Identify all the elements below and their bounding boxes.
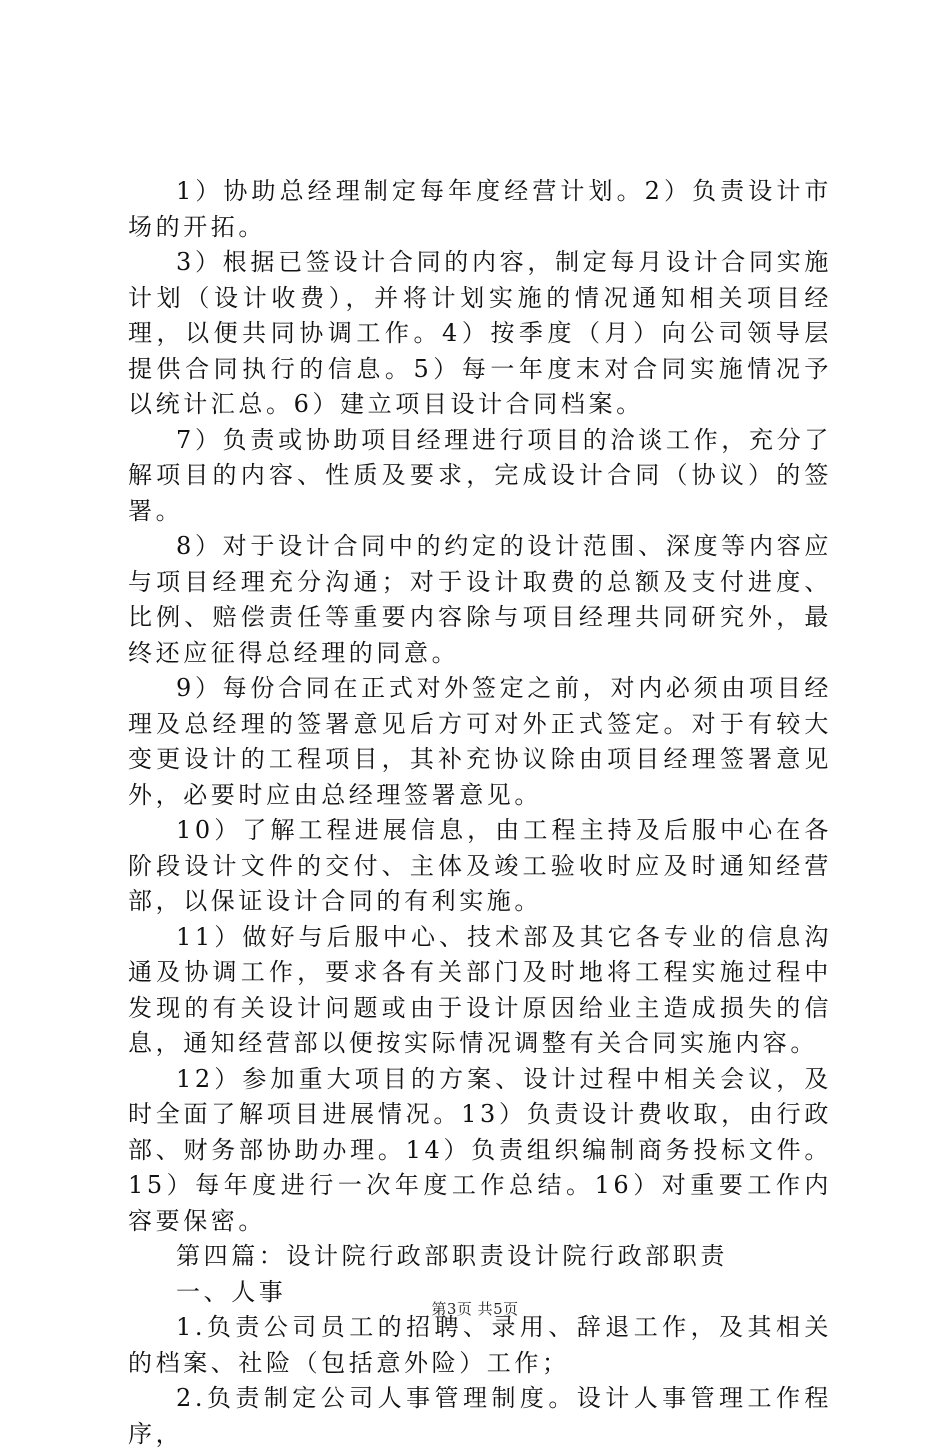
- subsection-heading: 一、人事: [176, 1277, 287, 1306]
- document-body: [128, 174, 832, 1452]
- paragraph-7: 11）做好与后服中心、技术部及其它各专业的信息沟通及协调工作，要求各有关部门及时地将工程实施过程中发现的有关设计问题或由于设计原因给业主造成损失的信息，通知经营部以便按实际情况调整有关合同实施内容。: [128, 922, 832, 1057]
- page-footer: 第3页 共5页: [431, 1300, 519, 1318]
- paragraph-2: 3）根据已签设计合同的内容，制定每月设计合同实施计划（设计收费），并将计划实施的情况通知相关项目经理，以便共同协调工作。4）按季度（月）向公司领导层提供合同执行的信息。5）每一年度末对合同实施情况予以统计汇总。6）建立项目设计合同档案。: [128, 248, 832, 418]
- paragraph-8: 12）参加重大项目的方案、设计过程中相关会议，及时全面了解项目进展情况。13）负责设计费收取，由行政部、财务部协助办理。14）负责组织编制商务投标文件。15）每年度进行一次年度工作总结。16）对重要工作内容要保密。: [128, 1064, 832, 1235]
- paragraph-5: 9）每份合同在正式对外签定之前，对内必须由项目经理及总经理的签署意见后方可对外正式签定。对于有较大变更设计的工程项目，其补充协议除由项目经理签署意见外，必要时应由总经理签署意见。: [128, 674, 832, 809]
- paragraph-10: 2.负责制定公司人事管理制度。设计人事管理工作程序，: [128, 1384, 832, 1448]
- paragraph-6: 10）了解工程进展信息，由工程主持及后服中心在各阶段设计文件的交付、主体及竣工验收时应及时通知经营部，以保证设计合同的有利实施。: [128, 816, 832, 915]
- paragraph-4: 8）对于设计合同中的约定的设计范围、深度等内容应与项目经理充分沟通；对于设计取费的总额及支付进度、比例、赔偿责任等重要内容除与项目经理共同研究外，最终还应征得总经理的同意。: [128, 532, 832, 667]
- paragraph-1: 1）协助总经理制定每年度经营计划。2）负责设计市场的开拓。: [128, 177, 832, 241]
- paragraph-3: 7）负责或协助项目经理进行项目的洽谈工作，充分了解项目的内容、性质及要求，完成设计合同（协议）的签署。: [128, 425, 832, 525]
- section-heading: 第四篇：设计院行政部职责设计院行政部职责: [176, 1242, 728, 1270]
- paragraph-9: 1.负责公司员工的招聘、录用、辞退工作，及其相关的档案、社险（包括意外险）工作；: [128, 1313, 832, 1377]
